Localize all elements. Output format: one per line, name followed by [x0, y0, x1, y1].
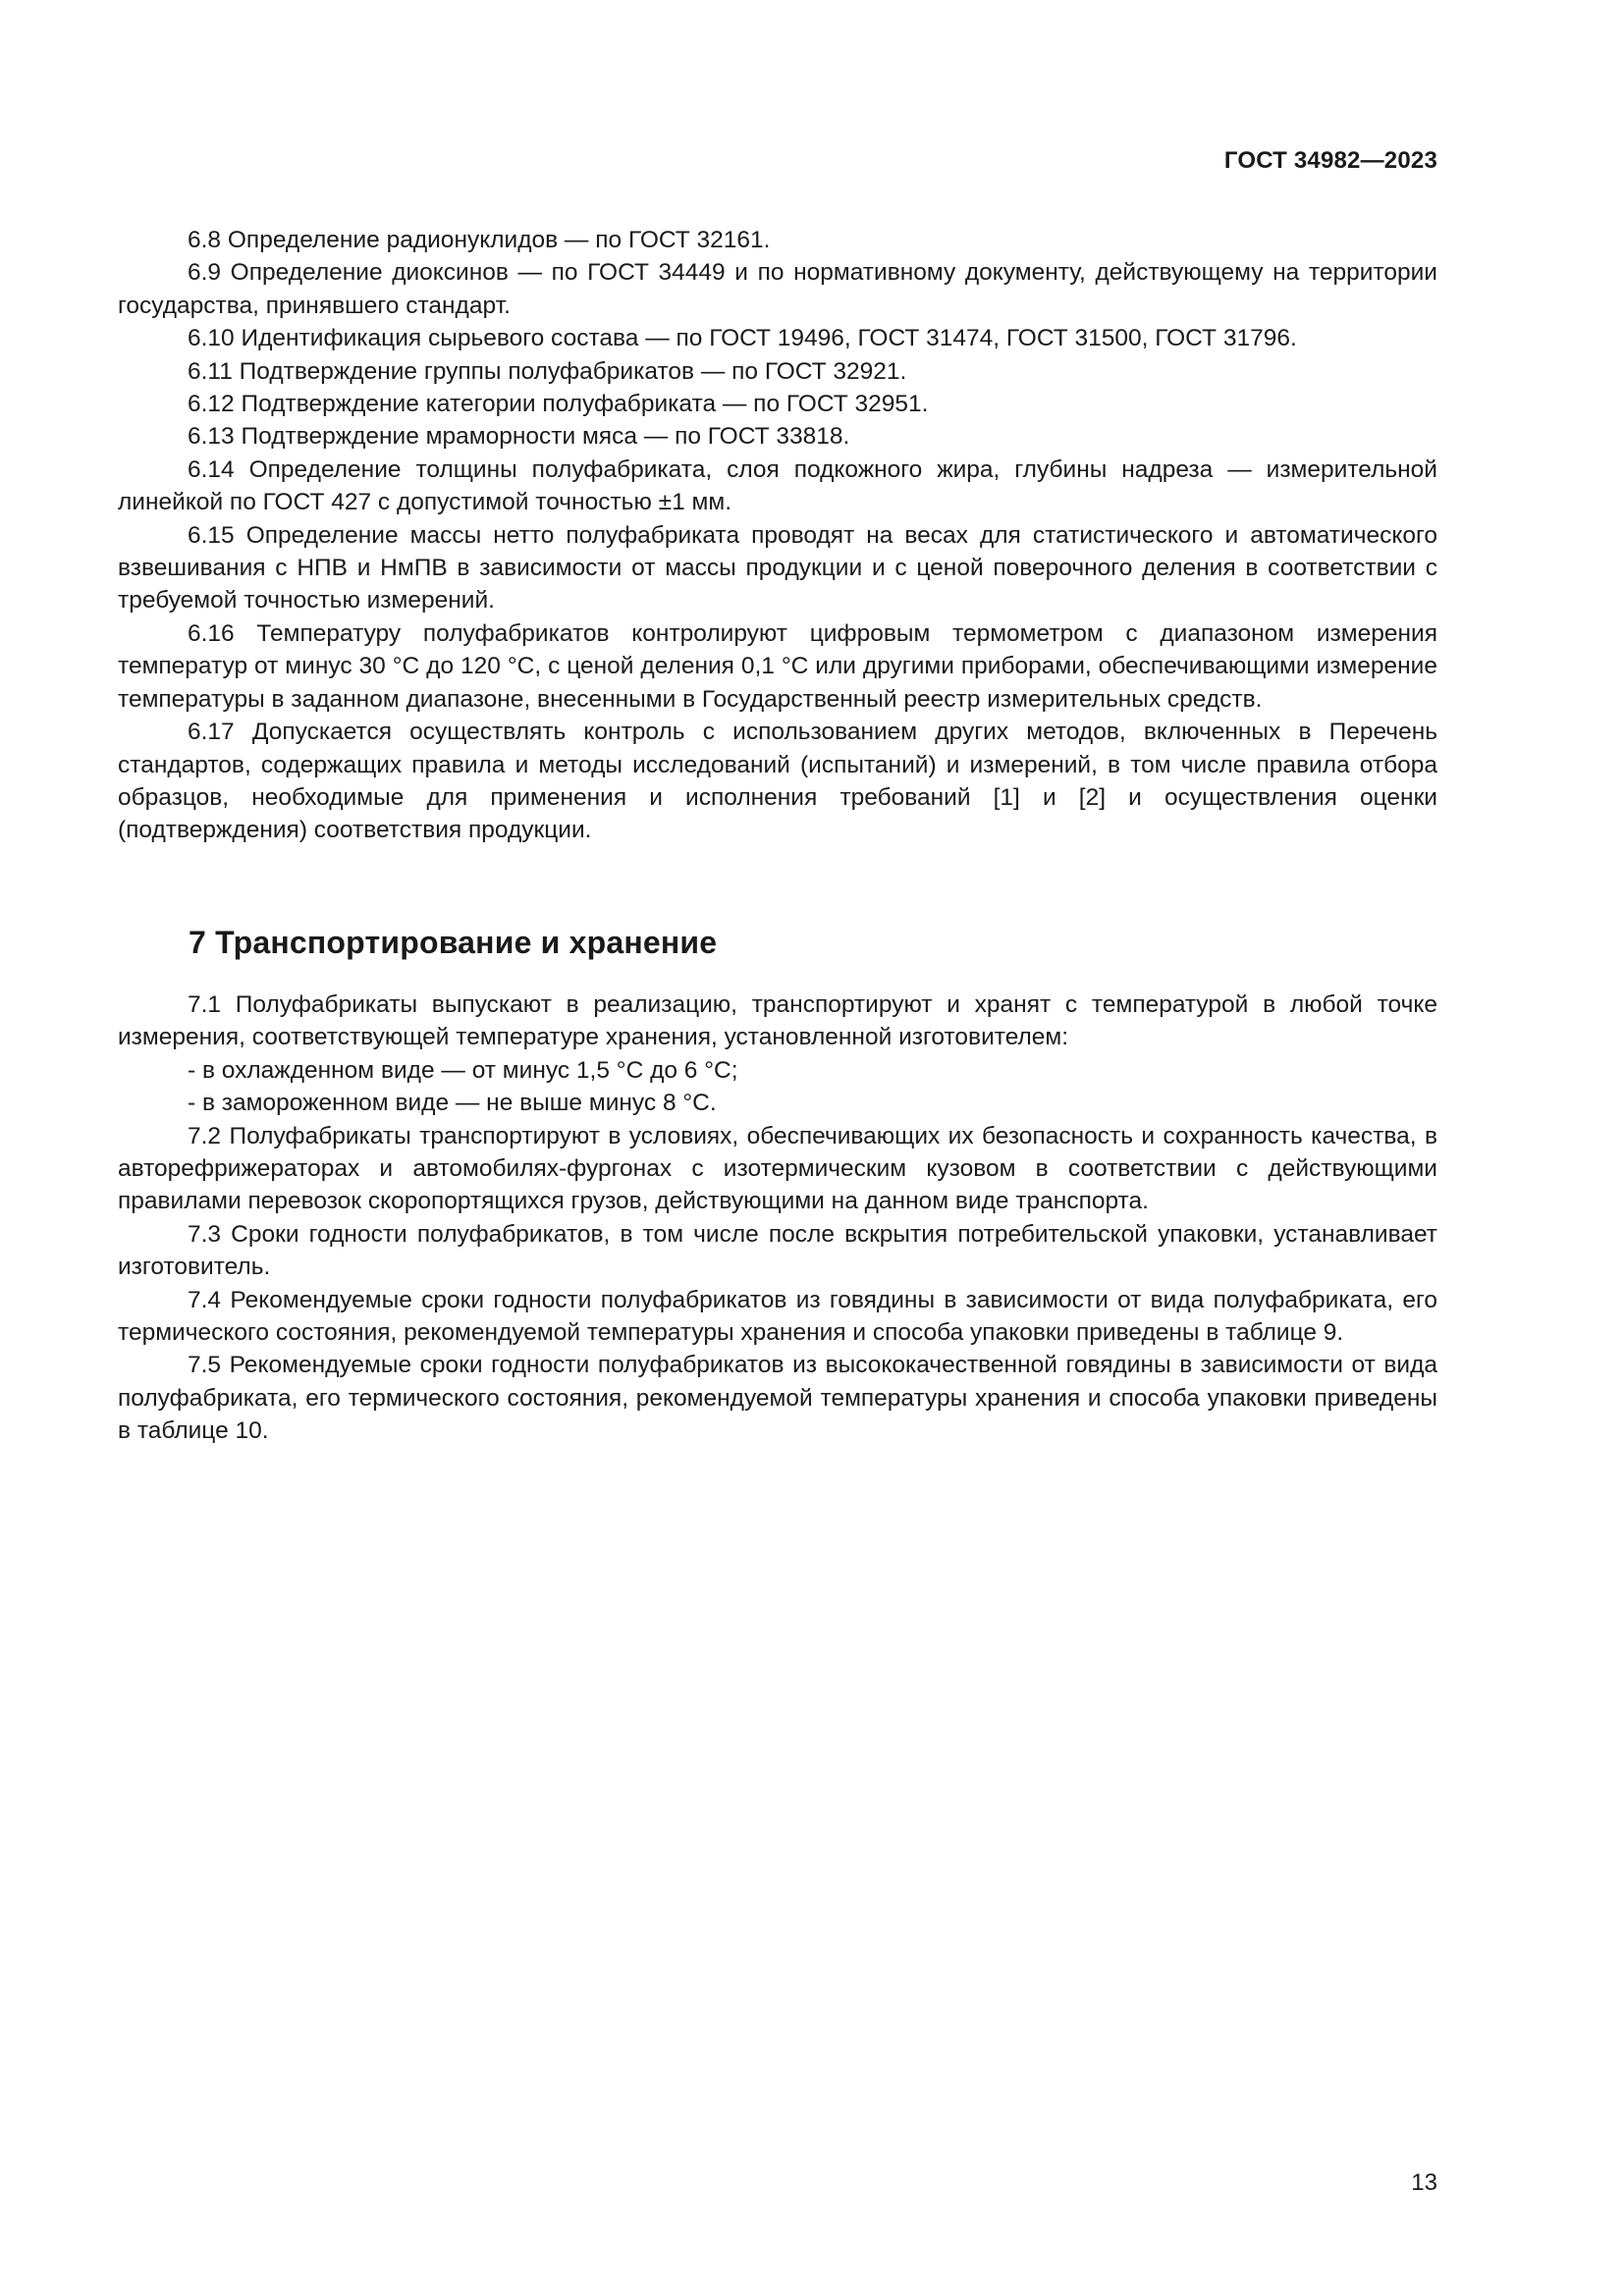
- paragraph-6-9: 6.9 Определение диоксинов — по ГОСТ 34449 и по нормативному документу, действующему на территории государства, принявшего стандарт.: [118, 259, 1437, 319]
- section-6-body: [118, 224, 1437, 847]
- paragraph-7-3: 7.3 Сроки годности полуфабрикатов, в том числе после вскрытия потребительской упаковки, устанавливает изготовитель.: [118, 1220, 1437, 1281]
- paragraph-6-13: 6.13 Подтверждение мраморности мяса — по ГОСТ 33818.: [188, 423, 850, 451]
- page-number: 13: [1411, 2169, 1437, 2196]
- paragraph-7-2: 7.2 Полуфабрикаты транспортируют в условиях, обеспечивающих их безопасность и сохранность качества, в авторефрижераторах и автомобилях-фургонах с изотермическим кузовом в соответствии с действующими правилами перевозок скоропортящихся грузов, действующими на данном виде транспорта.: [118, 1122, 1437, 1215]
- paragraph-6-11: 6.11 Подтверждение группы полуфабрикатов — по ГОСТ 32921.: [188, 357, 907, 385]
- document-header-id: ГОСТ 34982—2023: [1223, 147, 1437, 174]
- list-item-frozen: - в замороженном виде — не выше минус 8 °С.: [188, 1090, 717, 1117]
- paragraph-6-10: 6.10 Идентификация сырьевого состава — по ГОСТ 19496, ГОСТ 31474, ГОСТ 31500, ГОСТ 31796.: [188, 325, 1297, 352]
- section-7-body: [118, 988, 1437, 1448]
- paragraph-6-15: 6.15 Определение массы нетто полуфабриката проводят на весах для статистического и автоматического взвешивания с НПВ и НмПВ в зависимости от массы продукции и с ценой поверочного деления в соответствии с требуемой точностью измерений.: [118, 521, 1437, 614]
- paragraph-6-16: 6.16 Температуру полуфабрикатов контролируют цифровым термометром с диапазоном измерения температур от минус 30 °С до 120 °С, с ценой деления 0,1 °С или другими приборами, обеспечивающими измерение температуры в заданном диапазоне, внесенными в Государственный реестр измерительных средств.: [118, 619, 1437, 713]
- list-item-chilled: - в охлажденном виде — от минус 1,5 °С до 6 °С;: [188, 1056, 738, 1084]
- paragraph-7-5: 7.5 Рекомендуемые сроки годности полуфабрикатов из высококачественной говядины в зависимости от вида полуфабриката, его термического состояния, рекомендуемой температуры хранения и способа упаковки приведены в таблице 10.: [118, 1352, 1437, 1445]
- paragraph-6-17: 6.17 Допускается осуществлять контроль с использованием других методов, включенных в Перечень стандартов, содержащих правила и методы исследований (испытаний) и измерений, в том числе правила отбора образцов, необходимые для применения и исполнения требований [1] и [2] и осуществления оценки (подтверждения) соответствия продукции.: [118, 719, 1437, 844]
- paragraph-6-12: 6.12 Подтверждение категории полуфабриката — по ГОСТ 32951.: [188, 391, 929, 418]
- paragraph-7-4: 7.4 Рекомендуемые сроки годности полуфабрикатов из говядины в зависимости от вида полуфабриката, его термического состояния, рекомендуемой температуры хранения и способа упаковки приведены в таблице 9.: [118, 1286, 1437, 1347]
- paragraph-6-8: 6.8 Определение радионуклидов — по ГОСТ 32161.: [188, 227, 771, 253]
- paragraph-6-14: 6.14 Определение толщины полуфабриката, слоя подкожного жира, глубины надреза — измерительной линейкой по ГОСТ 427 с допустимой точностью ±1 мм.: [118, 455, 1437, 516]
- section-7-heading: 7 Транспортирование и хранение: [189, 925, 718, 960]
- paragraph-7-1: 7.1 Полуфабрикаты выпускают в реализацию, транспортируют и хранят с температурой в любой точке измерения, соответствующей температуре хранения, установленной изготовителем:: [118, 991, 1437, 1051]
